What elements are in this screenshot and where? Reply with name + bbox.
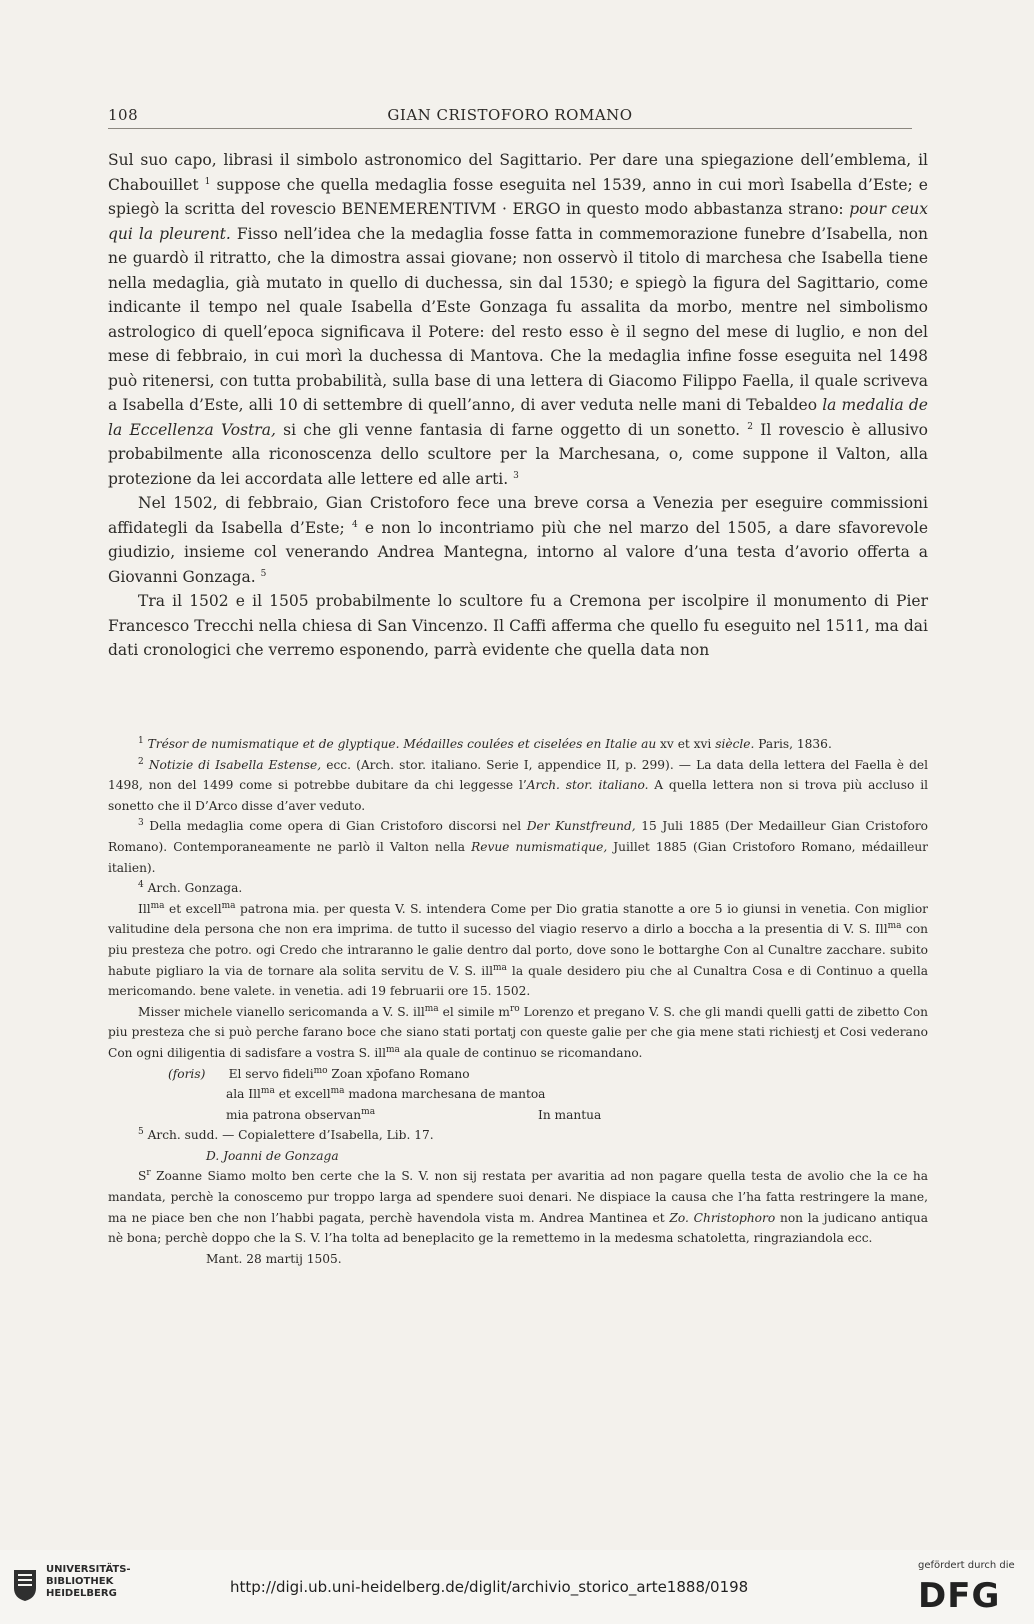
running-title: GIAN CRISTOFORO ROMANO — [387, 106, 633, 124]
funder-note: gefördert durch die — [918, 1560, 1015, 1571]
footnote-5: $^5$ Arch. sudd. — Copialettere d’Isabella, Lib. 17. — [138, 1127, 434, 1143]
paragraph-3: Tra il 1502 e il 1505 probabilmente lo scultore fu a Cremona per iscolpire il monumento di Pier Francesco Trecchi nella chiesa di San Vincenzo. Il Caffi afferma che quello fu eseguito nel 1511, ma dai dati cronologici che verremo esponendo, parrà evidente che quella data non — [108, 592, 928, 659]
signature-line-2: ala Ill$^{ma}$ et excell$^{ma}$ madona marchesana de mantoa — [226, 1086, 546, 1102]
signature-line-1: (foris) El servo fideli$^{mo}$ Zoan xp̄ofano Romano — [168, 1065, 470, 1081]
footnote-ref-4: 4 — [351, 519, 358, 530]
running-head — [108, 104, 912, 129]
letter-1505: $S^r$ Zoanne Siamo molto ben certe che la S. V. non sij restata per avaritia ad non pagare quella testa de avolio che la ce ha mandata, perchè la conoscemo pur troppo larga ad spendere suoi denari. Ne dispiace la causa che l’ha fatta restringere la mane, ma ne piace ben che non l’habbi pagata, perchè havendola vista m. Andrea Mantinea et Zo. Christophoro non la judicano antiqua nè bona; perchè doppo che la S. V. l’ha tolta ad beneplacito ge la remettemo in la medesma schatoletta, ringraziandola ecc. — [108, 1168, 928, 1246]
letter-1502: Ill$^{ma}$ et excell$^{ma}$ patrona mia. per questa V. S. intendera Come per Dio gratia stanotte a ore 5 io giunsi in venetia. Con miglior valitudine dela persona che non era imprima. de tutto il sucesso del viagio reservo a dirlo a boccha a la presentia di V. S. Ill$^{ma}$ con piu presteza che potro. ogi Credo che intraranno le galie dentro dal porto, dove sono le bottarghe Con al Cunaltre zacchare. subito habute pigliaro la via de tornare ala solita servitu de V. S. ill$^{ma}$ la quale desidero piu che al Cunaltra Cosa e di Continuo a quella mericomando. bene valete. in venetia. adi 19 februarii ore 15. 1502. — [108, 900, 929, 999]
footnote-4: $^4$ Arch. Gonzaga. — [138, 880, 243, 896]
university-seal-icon — [12, 1568, 38, 1602]
dfg-logo: DFG — [918, 1576, 1001, 1616]
footnote-ref-3: 3 — [513, 470, 519, 481]
letter-1505-date: Mant. 28 martij 1505. — [206, 1251, 342, 1266]
digitization-footer — [0, 1550, 1034, 1624]
footnote-ref-1: 1 — [204, 176, 211, 187]
source-url-link[interactable]: http://digi.ub.uni-heidelberg.de/diglit/archivio_storico_arte1888/0198 — [230, 1578, 749, 1596]
paragraph-2: Nel 1502, di febbraio, Gian Cristoforo fece una breve corsa a Venezia per eseguire commissioni affidategli da Isabella d’Este; $^4$ e non lo incontriamo più che nel marzo del 1505, a dare sfavorevole giudizio, insieme col venerando Andrea Mantegna, intorno al valore d’una testa d’avorio offerta a Giovanni Gonzaga. $^5$ — [108, 494, 928, 586]
library-name: UNIVERSITÄTS- BIBLIOTHEK HEIDELBERG — [46, 1564, 131, 1599]
footnote-2: $^2$ Notizie di Isabella Estense, ecc. (Arch. stor. italiano. Serie I, appendice II, p. 299). — La data della lettera del Faella è del 1498, non del 1499 come si potrebbe dubitare da chi leggesse l’Arch. stor. italiano. A quella lettera non si trova più accluso il sonetto che il D’Arco disse d’aver veduto. — [108, 756, 929, 813]
footnote-ref-2: 2 — [747, 421, 754, 432]
main-text — [108, 148, 928, 663]
footnote-1: $^1$ Trésor de numismatique et de glyptique. Médailles coulées et ciselées en Italie au xv et xvi siècle. Paris, 1836. — [138, 735, 832, 751]
paragraph-1: Sul suo capo, librasi il simbolo astronomico del Sagittario. Per dare una spiegazione dell’emblema, il Chabouillet $^1$ suppose che quella medaglia fosse eseguita nel 1539, anno in cui morì Isabella d’Este; e spiegò la scritta del rovescio BENEMERENTIVM · ERGO in questo modo abbastanza strano: pour ceux qui la pleurent. Fisso nell’idea che la medaglia fosse fatta in commemorazione funebre d’Isabella, non ne guardò il ritratto, che la dimostra assai giovane; non osservò il titolo di marchesa che Isabella tiene nella medaglia, già mutato in quello di duchessa, sin dal 1530; e spiegò la figura del Sagittario, come indicante il tempo nel quale Isabella d’Este Gonzaga fu assalita da morbo, mentre nel simbolismo astrologico di quell’epoca significava il Potere: del resto esso è il segno del mese di luglio, e non del mese di febbraio, in cui morì la duchessa di Mantova. Che la medaglia infine fosse eseguita nel 1498 può ritenersi, con tutta probabilità, sulla base di una lettera di Giacomo Filippo Faella, il quale scriveva a Isabella d’Este, alli 10 di settembre di quell’anno, di aver veduta nelle mani di Tebaldeo la medalia de la Eccellenza Vostra, si che gli venne fantasia di farne oggetto di un sonetto. $^2$ Il rovescio è allusivo probabilmente alla riconoscenza dello scultore per la Marchesana, o, come suppone il Valton, alla protezione da lei accordata alle lettere ed alle arti. $^3$ — [108, 151, 928, 488]
page-number: 108 — [108, 106, 139, 124]
letter-1502-postscript: Misser michele vianello sericomanda a V. S. ill$^{ma}$ el simile $m^{ro}$ Lorenzo et pregano V. S. che gli mandi quelli gatti de zibetto Con piu presteza che si può perche farano boce che siano stati portatj con queste galie per che gia mene stati richiestj et Cosi vederano Con ogni diligentia di sadisfare a vostra S. ill$^{ma}$ ala quale de continuo se ricomandano. — [108, 1003, 928, 1060]
footnote-3: $^3$ Della medaglia come opera di Gian Cristoforo discorsi nel Der Kunstfreund, 15 Juli 1885 (Der Medailleur Gian Cristoforo Romano). Contemporaneamente ne parlò il Valton nella Revue numismatique, Juillet 1885 (Gian Cristoforo Romano, médailleur italien). — [108, 818, 929, 875]
footnote-ref-5: 5 — [260, 568, 267, 579]
footnotes — [108, 734, 928, 1269]
signature-line-3: mia patrona observan$^{ma}$ In mantua — [226, 1106, 602, 1122]
letter-1505-address: D. Joanni de Gonzaga — [206, 1148, 339, 1163]
